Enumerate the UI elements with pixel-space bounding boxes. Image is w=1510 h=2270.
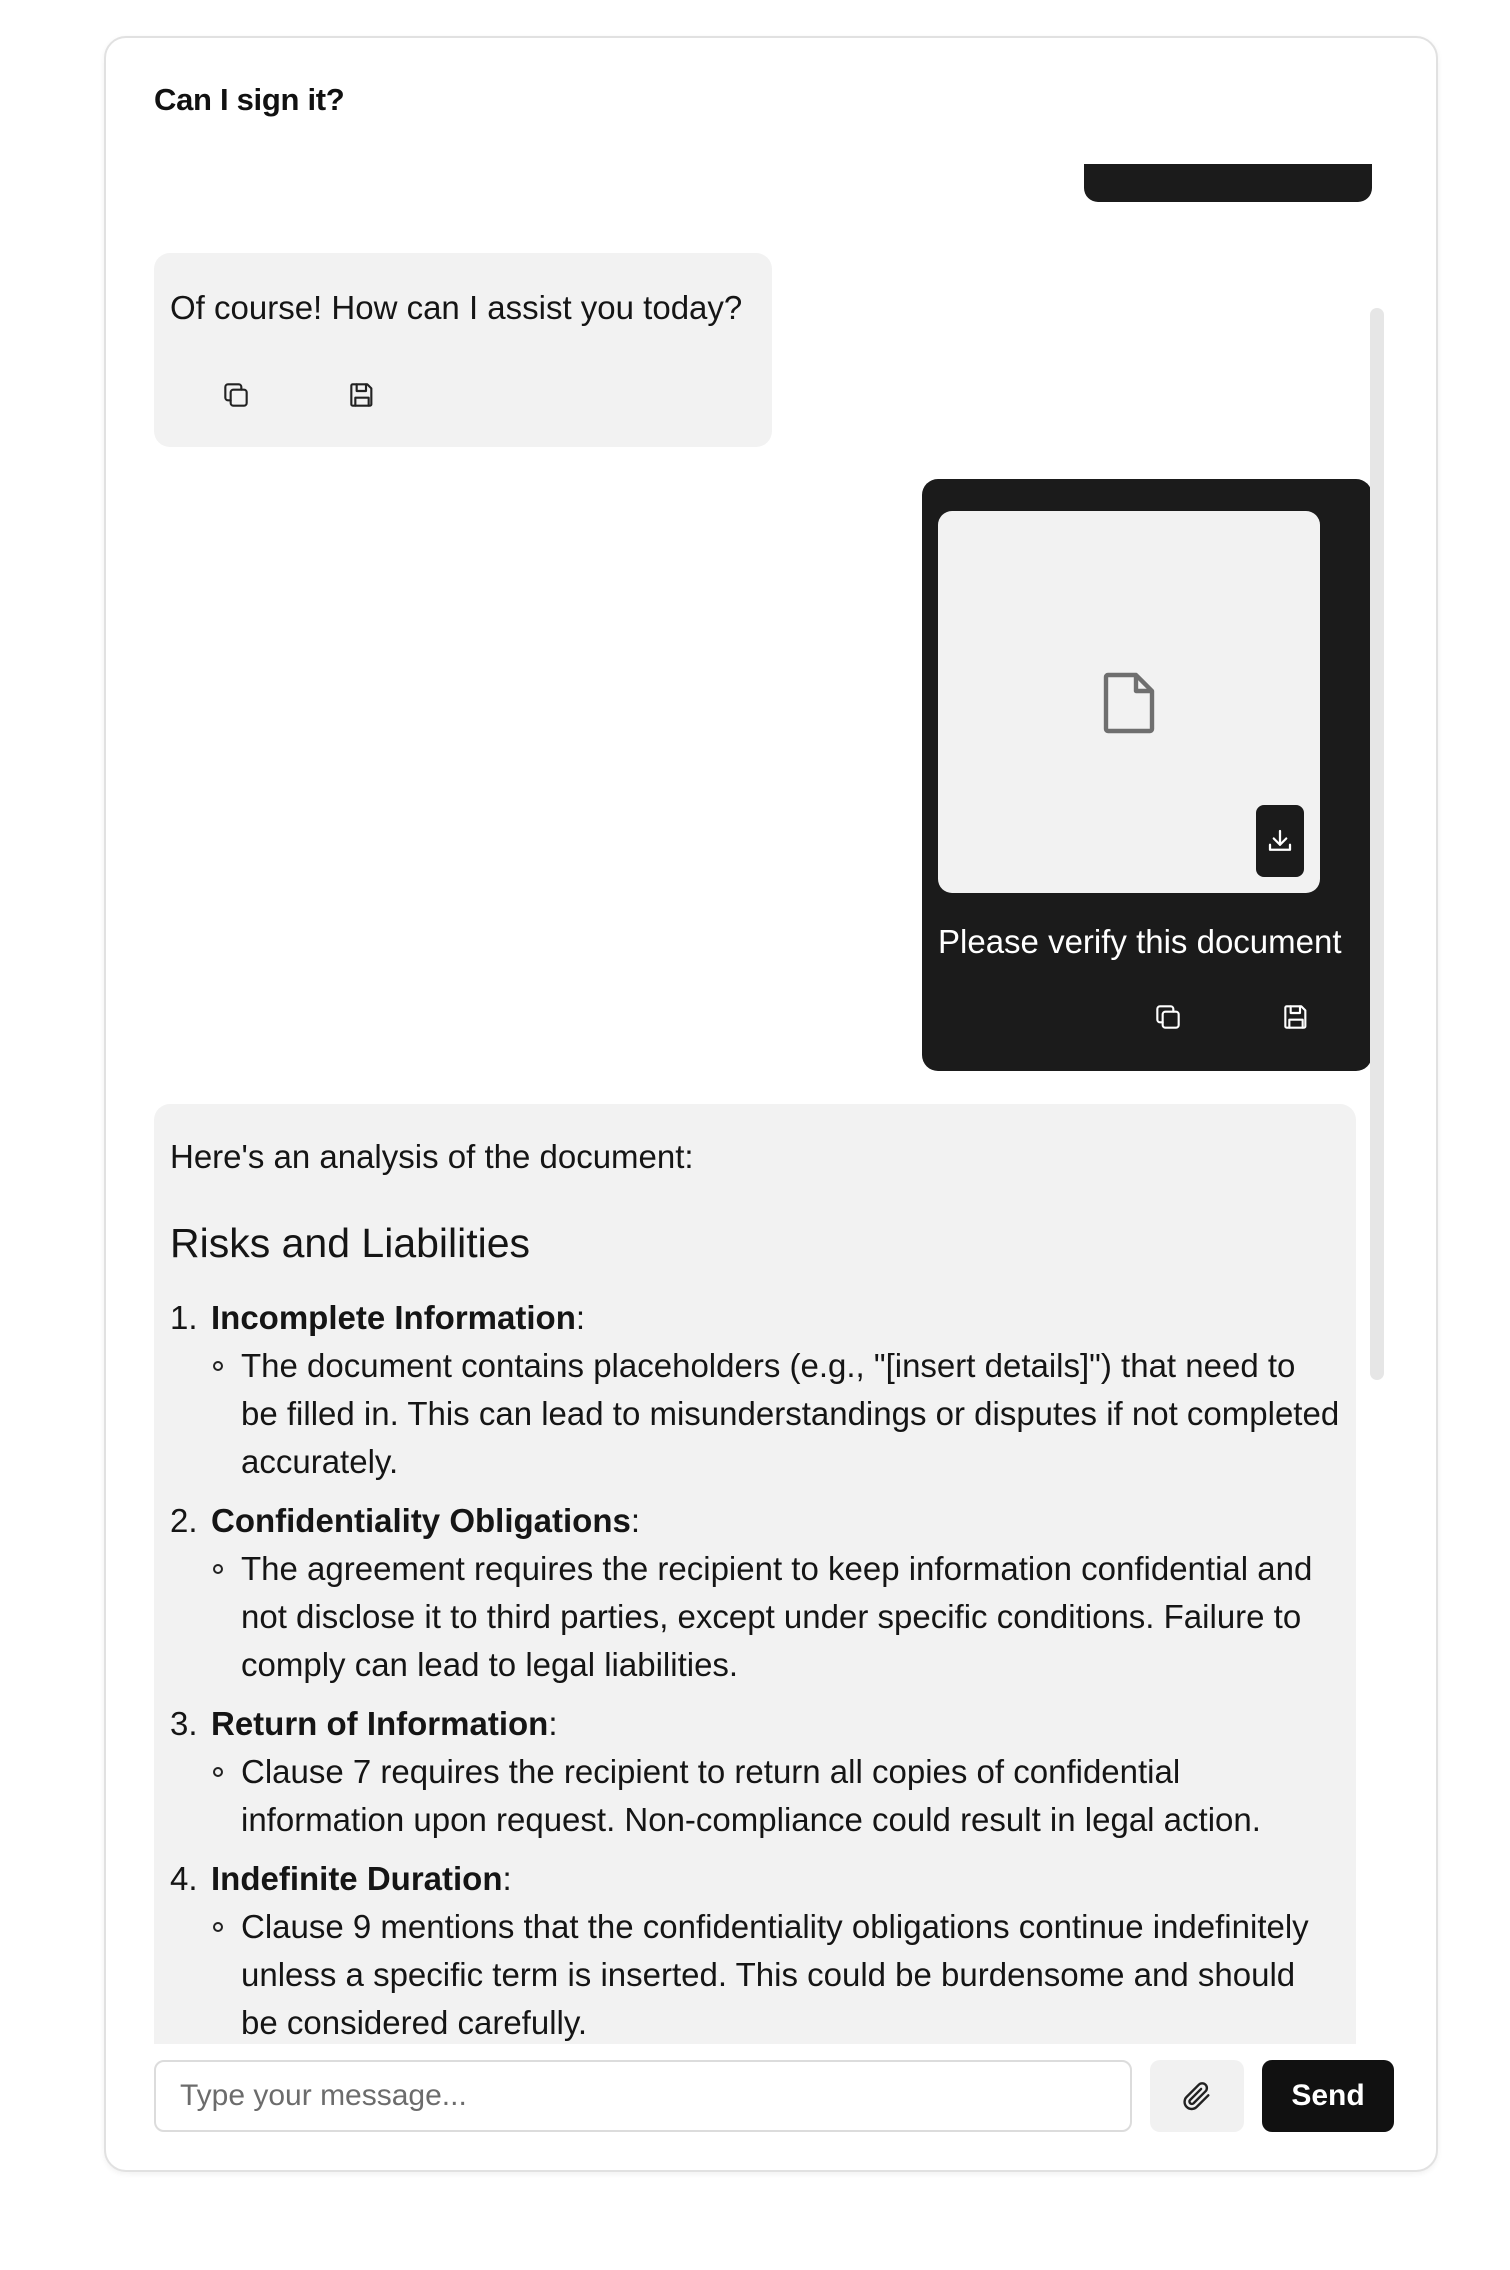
- send-button[interactable]: Send: [1262, 2060, 1394, 2132]
- composer: [154, 2060, 1394, 2132]
- message-input[interactable]: [154, 2060, 1132, 2132]
- item-number: 1.: [170, 1299, 198, 1336]
- analysis-intro: Here's an analysis of the document:: [170, 1138, 694, 1175]
- item-detail: The document contains placeholders (e.g., "[insert details]") that need to be filled in. This can lead to misunderstandings or disputes if not completed accurately.: [211, 1342, 1340, 1486]
- ai-message-text: Of course! How can I assist you today?: [170, 289, 743, 326]
- message-list[interactable]: [154, 164, 1372, 2044]
- item-number: 2.: [170, 1502, 198, 1539]
- item-suffix: :: [548, 1705, 558, 1742]
- item-title: Incomplete Information: [211, 1299, 576, 1336]
- user-message-text: Please verify this document: [938, 923, 1342, 960]
- item-suffix: :: [575, 1299, 586, 1336]
- ai-message: [154, 253, 772, 447]
- item-suffix: :: [630, 1502, 641, 1539]
- item-title: Confidentiality Obligations: [211, 1502, 631, 1539]
- save-icon[interactable]: [334, 367, 390, 423]
- paperclip-icon: [1180, 2079, 1214, 2113]
- download-icon: [1265, 826, 1295, 856]
- analysis-heading: Risks and Liabilities: [170, 1220, 531, 1266]
- copy-icon[interactable]: [1140, 989, 1196, 1045]
- item-title: Return of Information: [211, 1705, 549, 1742]
- attach-button[interactable]: [1150, 2060, 1244, 2132]
- previous-user-message: [1084, 164, 1372, 202]
- item-detail: The agreement requires the recipient to keep information confidential and not disclose it to third parties, except under specific conditions. Failure to comply can lead to legal liabilities.: [211, 1545, 1340, 1689]
- download-button[interactable]: [1256, 805, 1304, 877]
- item-number: 3.: [170, 1705, 198, 1742]
- attachment-preview[interactable]: [938, 511, 1320, 893]
- item-number: 4.: [170, 1860, 198, 1897]
- item-detail: Clause 9 mentions that the confidentiality obligations continue indefinitely unless a specific term is inserted. This could be burdensome and should be considered carefully.: [211, 1903, 1340, 2044]
- scrollbar[interactable]: [1370, 308, 1384, 1380]
- copy-icon[interactable]: [208, 367, 264, 423]
- risk-list: [170, 1294, 1340, 2044]
- item-title: Indefinite Duration: [211, 1860, 503, 1897]
- file-icon: [1102, 671, 1156, 735]
- list-item: [170, 1700, 1340, 1844]
- list-item: [170, 1497, 1340, 1689]
- chat-window: [104, 36, 1438, 2172]
- chat-title: Can I sign it?: [154, 82, 345, 117]
- save-icon[interactable]: [1268, 989, 1324, 1045]
- list-item: [170, 1855, 1340, 2044]
- user-message: [922, 479, 1372, 1071]
- list-item: [170, 1294, 1340, 1486]
- ai-analysis-message: [154, 1104, 1356, 2044]
- item-suffix: :: [502, 1860, 512, 1897]
- item-detail: Clause 7 requires the recipient to return all copies of confidential information upon request. Non-compliance could result in legal action.: [211, 1748, 1340, 1844]
